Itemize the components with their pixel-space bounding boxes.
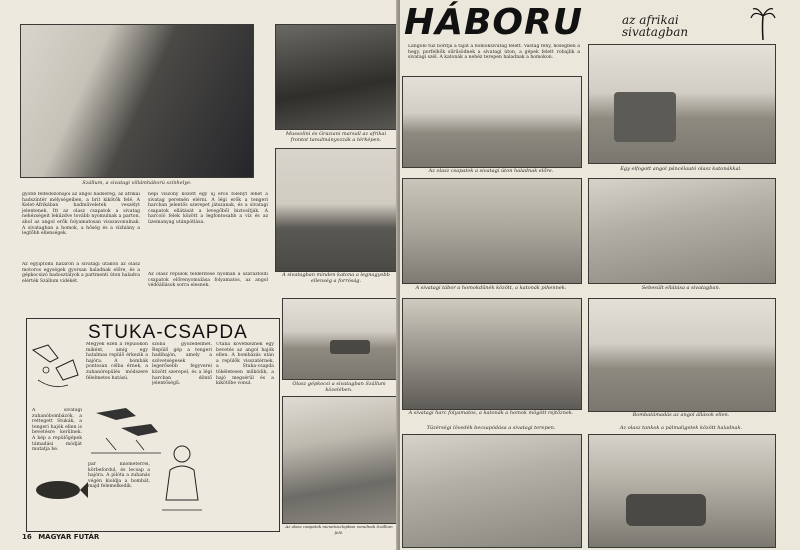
- left-page: [0, 0, 398, 550]
- photo-wounded: [588, 178, 776, 284]
- stuka-col-b: Megyek ezen a repülőkön miként, amíg egy hatalmas repülő érkezik a hajóra. A bombák pontosan célba érnek, a zuhanórepülés módszere félelmetes hatású.: [86, 342, 148, 381]
- stuka-col-d: Utána következnek egy bevetés az angol hajók ellen. A bombázás után a repülők visszatérnek, a Stuka-csapda tökéletesen működik, a hajó megsérül és a kikötőbe vonul.: [216, 342, 274, 387]
- photo-soldiers: [275, 148, 398, 272]
- page-subtitle: az afrikai sivatagban: [622, 13, 689, 39]
- photo-explosion: [402, 434, 582, 548]
- map-caption: Szállum, a sivatagi villámháború színhelye.: [82, 180, 192, 186]
- stuka-sketch-pilot: [152, 440, 212, 520]
- stuka-col-b2: pár kilométerrel, körbefordul, és lecsap a hajóra. A pilóta a zuhanás végén kioldja a bombát, majd felemelkedik.: [88, 462, 150, 490]
- right-page: [400, 0, 800, 550]
- armored-car-shape: [614, 92, 676, 142]
- text-col-2b: Az olasz repülők felderítése nyomán a szárazföldi csapatok előrenyomulása folyamatos, az angol védőállások sorra elesnek.: [148, 272, 268, 289]
- page-number: 16: [22, 533, 32, 541]
- tank-shape: [626, 494, 706, 526]
- car-shape: [330, 340, 370, 354]
- palm-tree-icon: [750, 6, 776, 40]
- photo-desert-road: [402, 76, 582, 168]
- text-col-1b: Az egyiptomi határon a sivatagi utakon az olasz motoros egységek gyorsan haladnak előre, és a gépkocsizó hadosztályok a partmenti úton haladva elérték Szállum vidékét.: [22, 262, 140, 284]
- photo-convoy: [282, 396, 398, 524]
- page-title: HÁBORU: [404, 2, 583, 43]
- page-footer: [22, 533, 99, 541]
- map-photo: [20, 24, 254, 178]
- photo-officers: [275, 24, 398, 130]
- magazine-name: MAGYAR FUTÁR: [38, 533, 100, 541]
- photo-car-caption: Olasz gépkocsi a sivatagban Szállum közelében.: [292, 381, 386, 393]
- stuka-col-a: A sivatagi zuhanóbombázók, a rettegett Stukák, a tengeri hajók ellen is bevetésre kerülnek. A kép a repülőgépek támadási módját mutatja be.: [32, 408, 82, 453]
- photo-battle: [402, 298, 582, 410]
- caption-2: Egy elfogott angol páncélautó olasz katonákkal.: [620, 166, 742, 172]
- caption-7: Tüzérségi lövedék becsapódása a sivatagi terepen.: [426, 425, 556, 431]
- photo-car: [282, 298, 398, 380]
- caption-3: A sivatagi tábor a homokdűnék között, a katonák pihennek.: [415, 285, 567, 291]
- text-col-2: népi viszony között egy új erős fölényt lehet a sivatag peremén elérni. A légi erők a tengeri harcban jelentős szerepet játszanak, és a sivatagi csapatok ellátását a levegőből biztosítják. A harcoló felek között a legfontosabb a víz és az üzemanyag utánpótlása.: [148, 192, 268, 225]
- caption-6: Bombatámadás az angol állások ellen.: [632, 412, 730, 418]
- photo-officers-caption: Mussolini és Graziani marsall az afrikai frontot tanulmányozzák a térképen.: [285, 131, 387, 143]
- photo-camp: [402, 178, 582, 284]
- photo-convoy-caption: Az olasz csapatok menetoszlopban vonulnak Szállum felé.: [285, 524, 393, 535]
- caption-5: A sivatagi harc folyamatos, a katonák a homok mögött rejtőznek.: [408, 410, 574, 416]
- caption-1: Az olasz csapatok a sivatagi úton haladnak előre.: [428, 168, 554, 174]
- intro-text: Lángoló tűz borítja a tájat a homoksivatag felett. Vastag fény, hőségben a hegy, porfelhők sűrűsödnek a sivatagi úton, a gépek felett robajlik a sivatagi szél. A katonák a nehéz terepen haladnak a homokon.: [408, 44, 580, 61]
- text-col-1: gyobb felfedezőhajói az angol hadsereg, az afrikai hadszíntér mélységeiben, a brit kikötők felé. A Kelet-Afrikában hadműveletek veszélyt jelentenek. Itt az olasz csapatok a sivatag nehézségeit leküzdve tovább nyomulnak a parton, ahol az angol erők folyamatosan visszavonulnak. A sivatagban a homok, a hőség és a vízhiány a legfőbb ellenségek.: [22, 192, 140, 237]
- stuka-title: STUKA-CSAPDA: [88, 322, 248, 343]
- caption-8: Az olasz tankok a pálmaligetek között haladnak.: [619, 425, 743, 431]
- stuka-sketch-top: [28, 340, 84, 400]
- photo-bombing: [588, 298, 776, 412]
- caption-4: Sebesült ellátása a sivatagban.: [641, 285, 721, 291]
- stuka-col-c: szóba győzedelmet. Repülő gép a tengeri hadihajón, amely a szövetségesek legerősebb fegyverei között szerepel, és a légi harcban döntő jelentőségű.: [152, 342, 212, 387]
- stuka-sketch-bomb: [30, 470, 90, 510]
- photo-soldiers-caption: A sivatagban minden katona a legnagyobb ellenség a forróság.: [282, 272, 390, 284]
- photo-tanks: [588, 434, 776, 548]
